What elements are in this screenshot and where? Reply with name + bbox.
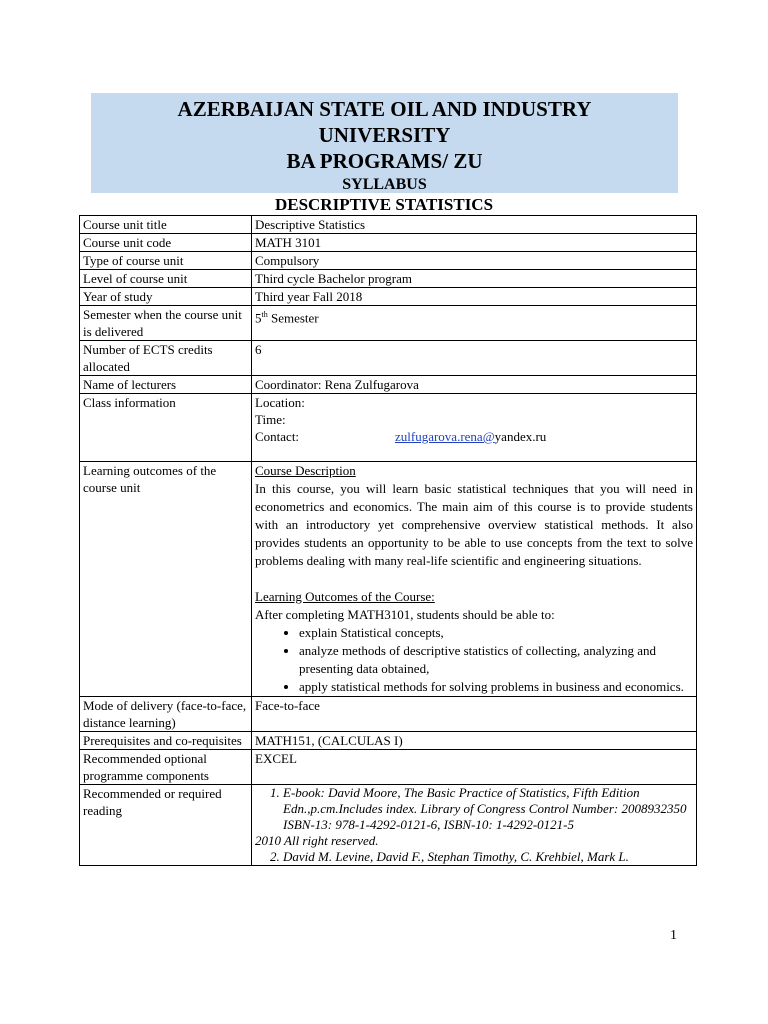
contact-label: Contact: [255, 429, 300, 444]
course-description-text: In this course, you will learn basic statistical techniques that you will need in econometrics and economics. The main aim of this course is to provide students with an introductory yet comprehensive overview statistical methods. It also provides students an opportunity to be able to use concepts from the text to solve problems dealing with many real-life scientific and engineering situations. [255, 481, 693, 568]
contact-line [255, 428, 693, 445]
email-link[interactable]: zulfugarova.rena@ [395, 429, 495, 444]
learning-outcomes-heading: Learning Outcomes of the Course: [255, 589, 435, 604]
row-value: MATH 3101 [252, 234, 697, 252]
table-row [80, 252, 697, 270]
row-label: Level of course unit [80, 270, 252, 288]
row-label: Number of ECTS credits allocated [80, 341, 252, 376]
row-value: EXCEL [252, 750, 697, 785]
table-row [80, 341, 697, 376]
syllabus-table [79, 215, 697, 866]
table-row [80, 394, 697, 462]
list-item: 1. E-book: David Moore, The Basic Practice of Statistics, Fifth Edition Edn.,p.cm.Includes index. Library of Congress Control Number: 2008932350 ISBN-13: 978-1-4292-0121-6, ISBN-10: 1-4292-0121-5 [283, 785, 693, 833]
reading-value [252, 785, 697, 866]
row-label: Year of study [80, 288, 252, 306]
table-row [80, 785, 697, 866]
semester-number: 5 [255, 310, 262, 326]
row-label: Prerequisites and co-requisites [80, 732, 252, 750]
row-label: Recommended optional programme components [80, 750, 252, 785]
list-item: • explain Statistical concepts, [299, 624, 693, 642]
table-row [80, 288, 697, 306]
row-label: Learning outcomes of the course unit [80, 462, 252, 697]
course-description-heading: Course Description [255, 463, 356, 478]
spacer [255, 570, 693, 588]
email-domain: yandex.ru [494, 429, 547, 444]
table-row [80, 462, 697, 697]
table-row [80, 732, 697, 750]
semester-suffix: th [261, 310, 268, 319]
time-line: Time: [255, 412, 286, 427]
table-row [80, 306, 697, 341]
table-row [80, 697, 697, 732]
contact-email [395, 428, 546, 445]
list-item: • apply statistical methods for solving problems in business and economics. [299, 678, 693, 696]
row-label: Class information [80, 394, 252, 462]
row-value: Third cycle Bachelor program [252, 270, 697, 288]
location-line: Location: [255, 395, 305, 410]
row-label: Mode of delivery (face-to-face, distance learning) [80, 697, 252, 732]
row-label: Name of lecturers [80, 376, 252, 394]
header-banner [91, 93, 678, 193]
semester-word: Semester [267, 310, 319, 326]
program-name: BA PROGRAMS/ ZU [286, 149, 483, 173]
row-value: Descriptive Statistics [252, 216, 697, 234]
row-value: Coordinator: Rena Zulfugarova [252, 376, 697, 394]
table-row [80, 216, 697, 234]
table-row [80, 750, 697, 785]
course-title-heading: DESCRIPTIVE STATISTICS [274, 195, 494, 214]
row-value: Face-to-face [252, 697, 697, 732]
learning-outcomes-value [252, 462, 697, 697]
row-value: 6 [252, 341, 697, 376]
list-item: • analyze methods of descriptive statistics of collecting, analyzing and presenting data obtained, [299, 642, 693, 678]
table-row [80, 376, 697, 394]
university-name-line1: AZERBAIJAN STATE OIL AND INDUSTRY [177, 97, 592, 121]
reading-list [255, 785, 693, 833]
row-label: Type of course unit [80, 252, 252, 270]
table-row [80, 234, 697, 252]
row-label: Recommended or required reading [80, 785, 252, 866]
document-type: SYLLABUS [342, 176, 427, 193]
reading-list-2 [255, 849, 693, 865]
list-item: 2. David M. Levine, David F., Stephan Timothy, C. Krehbiel, Mark L. [283, 849, 693, 865]
row-value: MATH151, (CALCULAS I) [252, 732, 697, 750]
row-label: Semester when the course unit is delivered [80, 306, 252, 341]
row-label: Course unit code [80, 234, 252, 252]
class-info-value [252, 394, 697, 462]
page-number: 1 [670, 928, 677, 943]
learning-outcomes-intro: After completing MATH3101, students should be able to: [255, 607, 555, 622]
row-value: Compulsory [252, 252, 697, 270]
reading-continuation: 2010 All right reserved. [255, 833, 379, 848]
outcomes-list [255, 624, 693, 696]
row-value: Third year Fall 2018 [252, 288, 697, 306]
semester-value [252, 306, 697, 341]
table-row [80, 270, 697, 288]
university-name-line2: UNIVERSITY [318, 123, 451, 147]
row-label: Course unit title [80, 216, 252, 234]
